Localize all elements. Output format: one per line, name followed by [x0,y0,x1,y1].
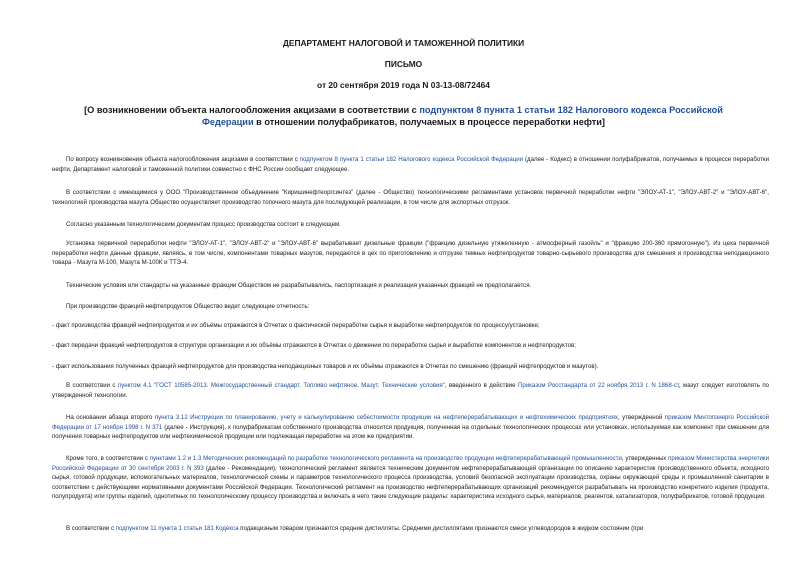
paragraph-13 [52,524,769,544]
paragraph-1-link[interactable]: подпунктом 8 пункта 1 статьи 182 Налогового кодекса Российской Федерации [299,156,524,163]
paragraph-10-text-c: , мазут следует изготовлять по утвержденной технологии. [52,382,770,399]
paragraph-3: Согласно указанным технологическим документам процесс производства состоит в следующем. [66,221,341,228]
paragraph-10-link-order[interactable]: Приказом Росстандарта от 22 ноября 2013 г. N 1868-ст [517,382,679,389]
paragraph-1-text-b: (далее - Кодекс) в отношении полуфабрикатов, получаемых в процессе переработки нефти, Департамент налоговой и таможенной политики совместно с ФНС России сообщает следующее. [52,156,769,173]
paragraph-10-text-a: В соответствии с [66,382,118,389]
paragraph-10 [52,381,769,400]
paragraph-10-link-gost[interactable]: пунктом 4.1 "ГОСТ 10585-2013. Межгосударственный стандарт. Топливо нефтяное. Мазут. Технические условия" [117,382,445,389]
paragraph-12-text-b: , утвержденных [621,455,669,462]
paragraph-11-link-instruction[interactable]: пункта 3.12 Инструкции по планированию, учету и калькулированию себестоимости продукции на нефтеперерабатывающих и нефтехимических предприятиях [154,414,618,421]
paragraph-12-text-c: (далее - Рекомендации), технологический регламент является техническим документом нефтеперерабатывающей организации по описанию характеристик производственного объекта, исходного сырья, готовой продукции, вспомогательных материалов, технологической схемы и параметров технологического процесса производства, условий безопасной эксплуатации производства, охраны окружающей среды и промышленной санитарии в соответствии с действующими нормативными документами Российской Федерации. Технологический регламент на производство нефтеперерабатывающих организаций рекомендуется разрабатывать на производство конкретного изделия (продукта, полупродукта) или группы изделий, однотипных по технологическому процессу производства и включать в него такие следующие разделы: характеристика исходного сырья, материалов, реагентов, катализаторов, полуфабрикатов, готовой продукции. [52,464,769,501]
paragraph-12-link-order[interactable]: приказом Министерства энергетики Российской Федерации от 30 сентября 2003 г. N 393 [52,455,770,472]
paragraph-6: При производстве фракций нефтепродуктов Общество ведет следующие отчетность: [66,303,310,310]
paragraph-4: Установка первичной переработки нефти "ЭЛОУ-АТ-1", "ЭЛОУ-АВТ-2" и "ЭЛОУ-АВТ-6" вырабатывает дизельные фракции ("фракцию дизельную утяжеленную - атмосферный газойль" и "фракцию 200-360 прямогонную"). Из цеха первичной переработки нефти данные фракции, являясь, в том числе, компонентами товарных мазутов, передаются в цех по приготовлению и отгрузке темных нефтепродуктов товарно-сырьевого производства для смешения и производства неподакцизного товара - Мазута М-100, Мазута М-100К и ТТЭ-4. [52,240,769,267]
document-type: ПИСЬМО [384,59,423,69]
paragraph-11 [52,413,769,442]
paragraph-11-link-order[interactable]: приказом Минтопэнерго Российской Федерации от 17 ноября 1998 г. N 371 [52,414,769,431]
paragraph-12 [52,454,769,502]
paragraph-1-text-a: По вопросу возникновения объекта налогообложения акцизами в соответствии с [66,156,300,163]
paragraph-12-text-a: Кроме того, в соответствии с [66,455,150,462]
department-heading: ДЕПАРТАМЕНТ НАЛОГОВОЙ И ТАМОЖЕННОЙ ПОЛИТИКИ [282,38,525,48]
paragraph-11-text-a: На основании абзаца второго [66,414,155,421]
paragraph-2: В соответствии с имеющимися у ООО "Производственное объединение "Киришинефтеоргсинтез" (далее - Общество) технологическими регламентами установок первичной переработки нефти "ЭЛОУ-АТ-1", "ЭЛОУ-АВТ-2" и "ЭЛОУ-АВТ-6", технологией производства мазута Общество осуществляет производство топочного мазута для последующей реализации, в том числе для экспортных отгрузок. [52,189,769,206]
document-date-number: от 20 сентября 2019 года N 03-13-08/72464 [317,80,490,90]
subject-text-2: в отношении полуфабрикатов, получаемых в процессе переработки нефти] [253,117,605,127]
paragraph-13-link[interactable]: подпунктом 11 пункта 1 статьи 181 Кодекса [115,525,239,532]
paragraph-11-text-b: , утвержденной [617,414,665,421]
subject-link-tax-code[interactable]: подпунктом 8 пункта 1 статьи 182 Налогового кодекса Российской Федерации [202,105,723,127]
paragraph-7: - факт производства фракций нефтепродуктов и их объёмы отражаются в Отчетах о фактической переработке сырья и выработке нефтепродуктов по процессу/установке; [52,322,540,329]
paragraph-5: Технические условия или стандарты на указанные фракции Обществом не разрабатывались, паспортизация и реализация указанных фракций не предполагается. [66,282,532,289]
paragraph-9: - факт использования полученных фракций нефтепродуктов для производства неподакцизных товаров и их объёмы отражаются в Отчетах по смешению (фракций нефтепродуктов и мазутов). [52,363,599,370]
paragraph-10-text-b: , введенного в действие [444,382,518,389]
paragraph-8: - факт передачи фракций нефтепродуктов в структуре организации и их объёмы отражаются в Отчетах о движении по переработке сырья и выработке компонентов и нефтепродуктов; [52,342,576,349]
paragraph-13-text-b: подакцизным товаром признаются средние дистилляты. Средними дистиллятами признаются смеси углеводородов в жидком состоянии (при [238,525,644,532]
document-subject [60,104,747,128]
paragraph-1 [52,155,769,174]
paragraph-12-link-recommendations[interactable]: пунктами 1.2 и 1.3 Методических рекомендаций по разработке технологического регламента на производство продукции нефтеперерабатывающей промышленности [149,455,622,462]
paragraph-11-text-c: (далее - Инструкция), к полуфабрикатам собственного производства относится продукция, полученная на отдельных технологических процессах или установках, используемая как компонент при смешении для получения товарных нефтепродуктов или нефтехимической продукции или подлежащая переработке на этом же предприятии. [52,423,770,441]
subject-text-1: [О возникновении объекта налогообложения акцизами в соответствии с [84,105,420,115]
paragraph-13-text-a: В соответствии с [66,525,116,532]
